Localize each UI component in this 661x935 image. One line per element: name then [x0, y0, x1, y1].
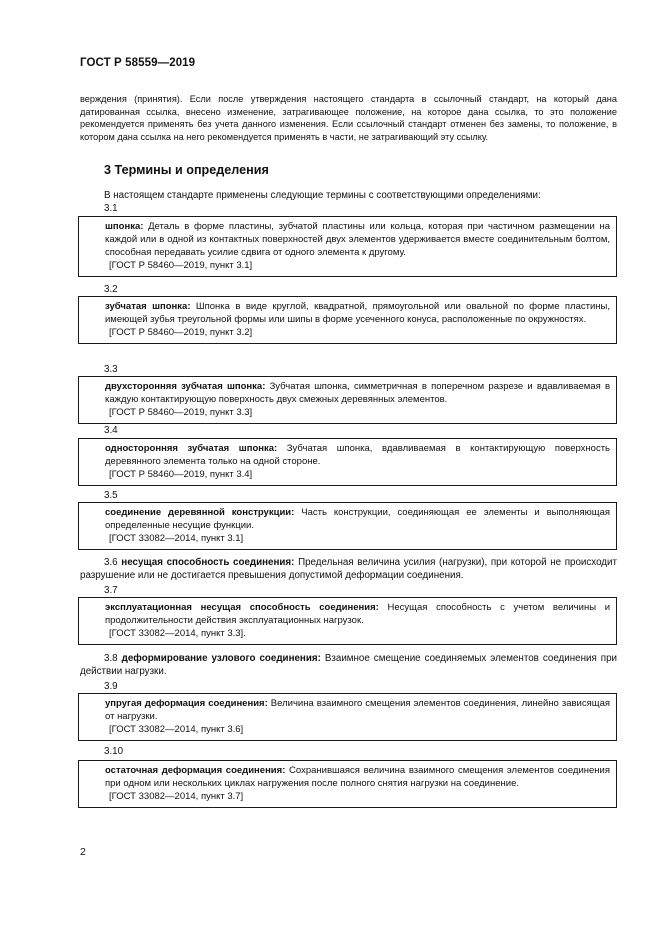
- term-text: Часть конструкции, соединяющая ее элементы и выполняющая определенные несущие функции.: [105, 507, 610, 531]
- term-number: 3.10: [104, 746, 124, 757]
- term-paragraph: [80, 556, 617, 582]
- term-definition: [83, 765, 610, 791]
- term-number: 3.3: [104, 364, 118, 375]
- term-definition: [83, 698, 610, 724]
- term-box: [78, 760, 617, 808]
- document-header: ГОСТ Р 58559—2019: [80, 57, 196, 69]
- term-name: шпонка:: [105, 221, 144, 232]
- term-definition: [83, 507, 610, 533]
- term-paragraph: [80, 652, 617, 678]
- section-title: 3 Термины и определения: [104, 163, 269, 177]
- term-reference: [ГОСТ Р 58460—2019, пункт 3.4]: [109, 468, 253, 480]
- term-reference: [ГОСТ Р 58460—2019, пункт 3.1]: [109, 259, 253, 271]
- term-text: Величина взаимного смещения элементов соединения, линейно зависящая от нагрузки.: [105, 698, 611, 722]
- term-reference: [ГОСТ 33082—2014, пункт 3.1]: [109, 532, 244, 544]
- term-text: Шпонка в виде круглой, квадратной, прямоугольной или овальной по форме пластины, имеющей зубья треугольной формы или шипы в форме усеченного конуса, расположенные по окружностях.: [105, 301, 610, 325]
- term-box: [78, 296, 617, 344]
- term-number: 3.8: [104, 653, 118, 664]
- term-text: Сохранившаяся величина взаимного смещения элементов соединения при одном или нескольких циклах нагружения после полного снятия нагрузки на соединение.: [105, 765, 610, 789]
- term-text: Зубчатая шпонка, вдавливаемая в контактирующую поверхность деревянного элемента только на одной стороне.: [105, 443, 610, 467]
- term-number: 3.4: [104, 425, 118, 436]
- term-box: [78, 597, 617, 645]
- term-number: 3.1: [104, 203, 118, 214]
- term-number: 3.7: [104, 585, 118, 596]
- term-reference: [ГОСТ Р 58460—2019, пункт 3.3]: [109, 406, 253, 418]
- term-number: 3.2: [104, 284, 118, 295]
- term-text: Несущая способность с учетом величины и продолжительности действия эксплуатационных нагрузок.: [105, 602, 611, 626]
- term-reference: [ГОСТ 33082—2014, пункт 3.7]: [109, 790, 244, 802]
- term-name: несущая способность соединения:: [121, 557, 295, 568]
- term-number: 3.6: [104, 557, 118, 568]
- term-name: эксплуатационная несущая способность соединения:: [105, 602, 379, 613]
- term-definition: [83, 443, 610, 469]
- term-reference: [ГОСТ 33082—2014, пункт 3.6]: [109, 723, 244, 735]
- term-box: [78, 693, 617, 741]
- term-box: [78, 376, 617, 424]
- term-name: односторонняя зубчатая шпонка:: [105, 443, 278, 454]
- term-number: 3.9: [104, 681, 118, 692]
- term-text: Деталь в форме пластины, зубчатой пластины или кольца, которая при частичном размещении на каждой или в одной из контактных поверхностей двух элементов удерживается вместе соединительным болтом, способная передавать усилие сдвига от одного элемента к другому.: [105, 221, 610, 258]
- section-lead: В настоящем стандарте применены следующие термины с соответствующими определениями:: [104, 190, 541, 201]
- term-name: зубчатая шпонка:: [105, 301, 191, 312]
- term-number: 3.5: [104, 490, 118, 501]
- page-number: 2: [80, 846, 86, 858]
- term-text: Зубчатая шпонка, симметричная в поперечном разрезе и вдавливаемая в каждую контактирующую поверхность двух смежных деревянных элементов.: [105, 381, 611, 405]
- term-name: остаточная деформация соединения:: [105, 765, 286, 776]
- term-reference: [ГОСТ Р 58460—2019, пункт 3.2]: [109, 326, 253, 338]
- term-text: Взаимное смещение соединяемых элементов соединения при действии нагрузки.: [80, 653, 617, 677]
- term-name: двухсторонняя зубчатая шпонка:: [105, 381, 266, 392]
- term-definition: [83, 221, 610, 260]
- term-name: упругая деформация соединения:: [105, 698, 268, 709]
- term-definition: [83, 381, 610, 407]
- term-name: соединение деревянной конструкции:: [105, 507, 295, 518]
- term-definition: [83, 301, 610, 327]
- term-text: Предельная величина усилия (нагрузки), при которой не происходит разрушение или не достигается превышения допустимой деформации соединения.: [80, 557, 617, 581]
- term-box: [78, 438, 617, 486]
- intro-paragraph: верждения (принятия). Если после утверждения настоящего стандарта в ссылочный стандарт, на который дана датированная ссылка, внесено изменение, затрагивающее положение, на которое дана ссылка, то это положение рекомендуется применять без учета данного изменения. Если ссылочный стандарт отменен без замены, то положение, в котором дана ссылка на него рекомендуется применять в части, не затрагивающий эту ссылку.: [80, 94, 617, 142]
- term-box: [78, 216, 617, 277]
- term-definition: [83, 602, 610, 628]
- term-box: [78, 502, 617, 550]
- term-reference: [ГОСТ 33082—2014, пункт 3.3].: [109, 627, 246, 639]
- term-name: деформирование узлового соединения:: [121, 653, 321, 664]
